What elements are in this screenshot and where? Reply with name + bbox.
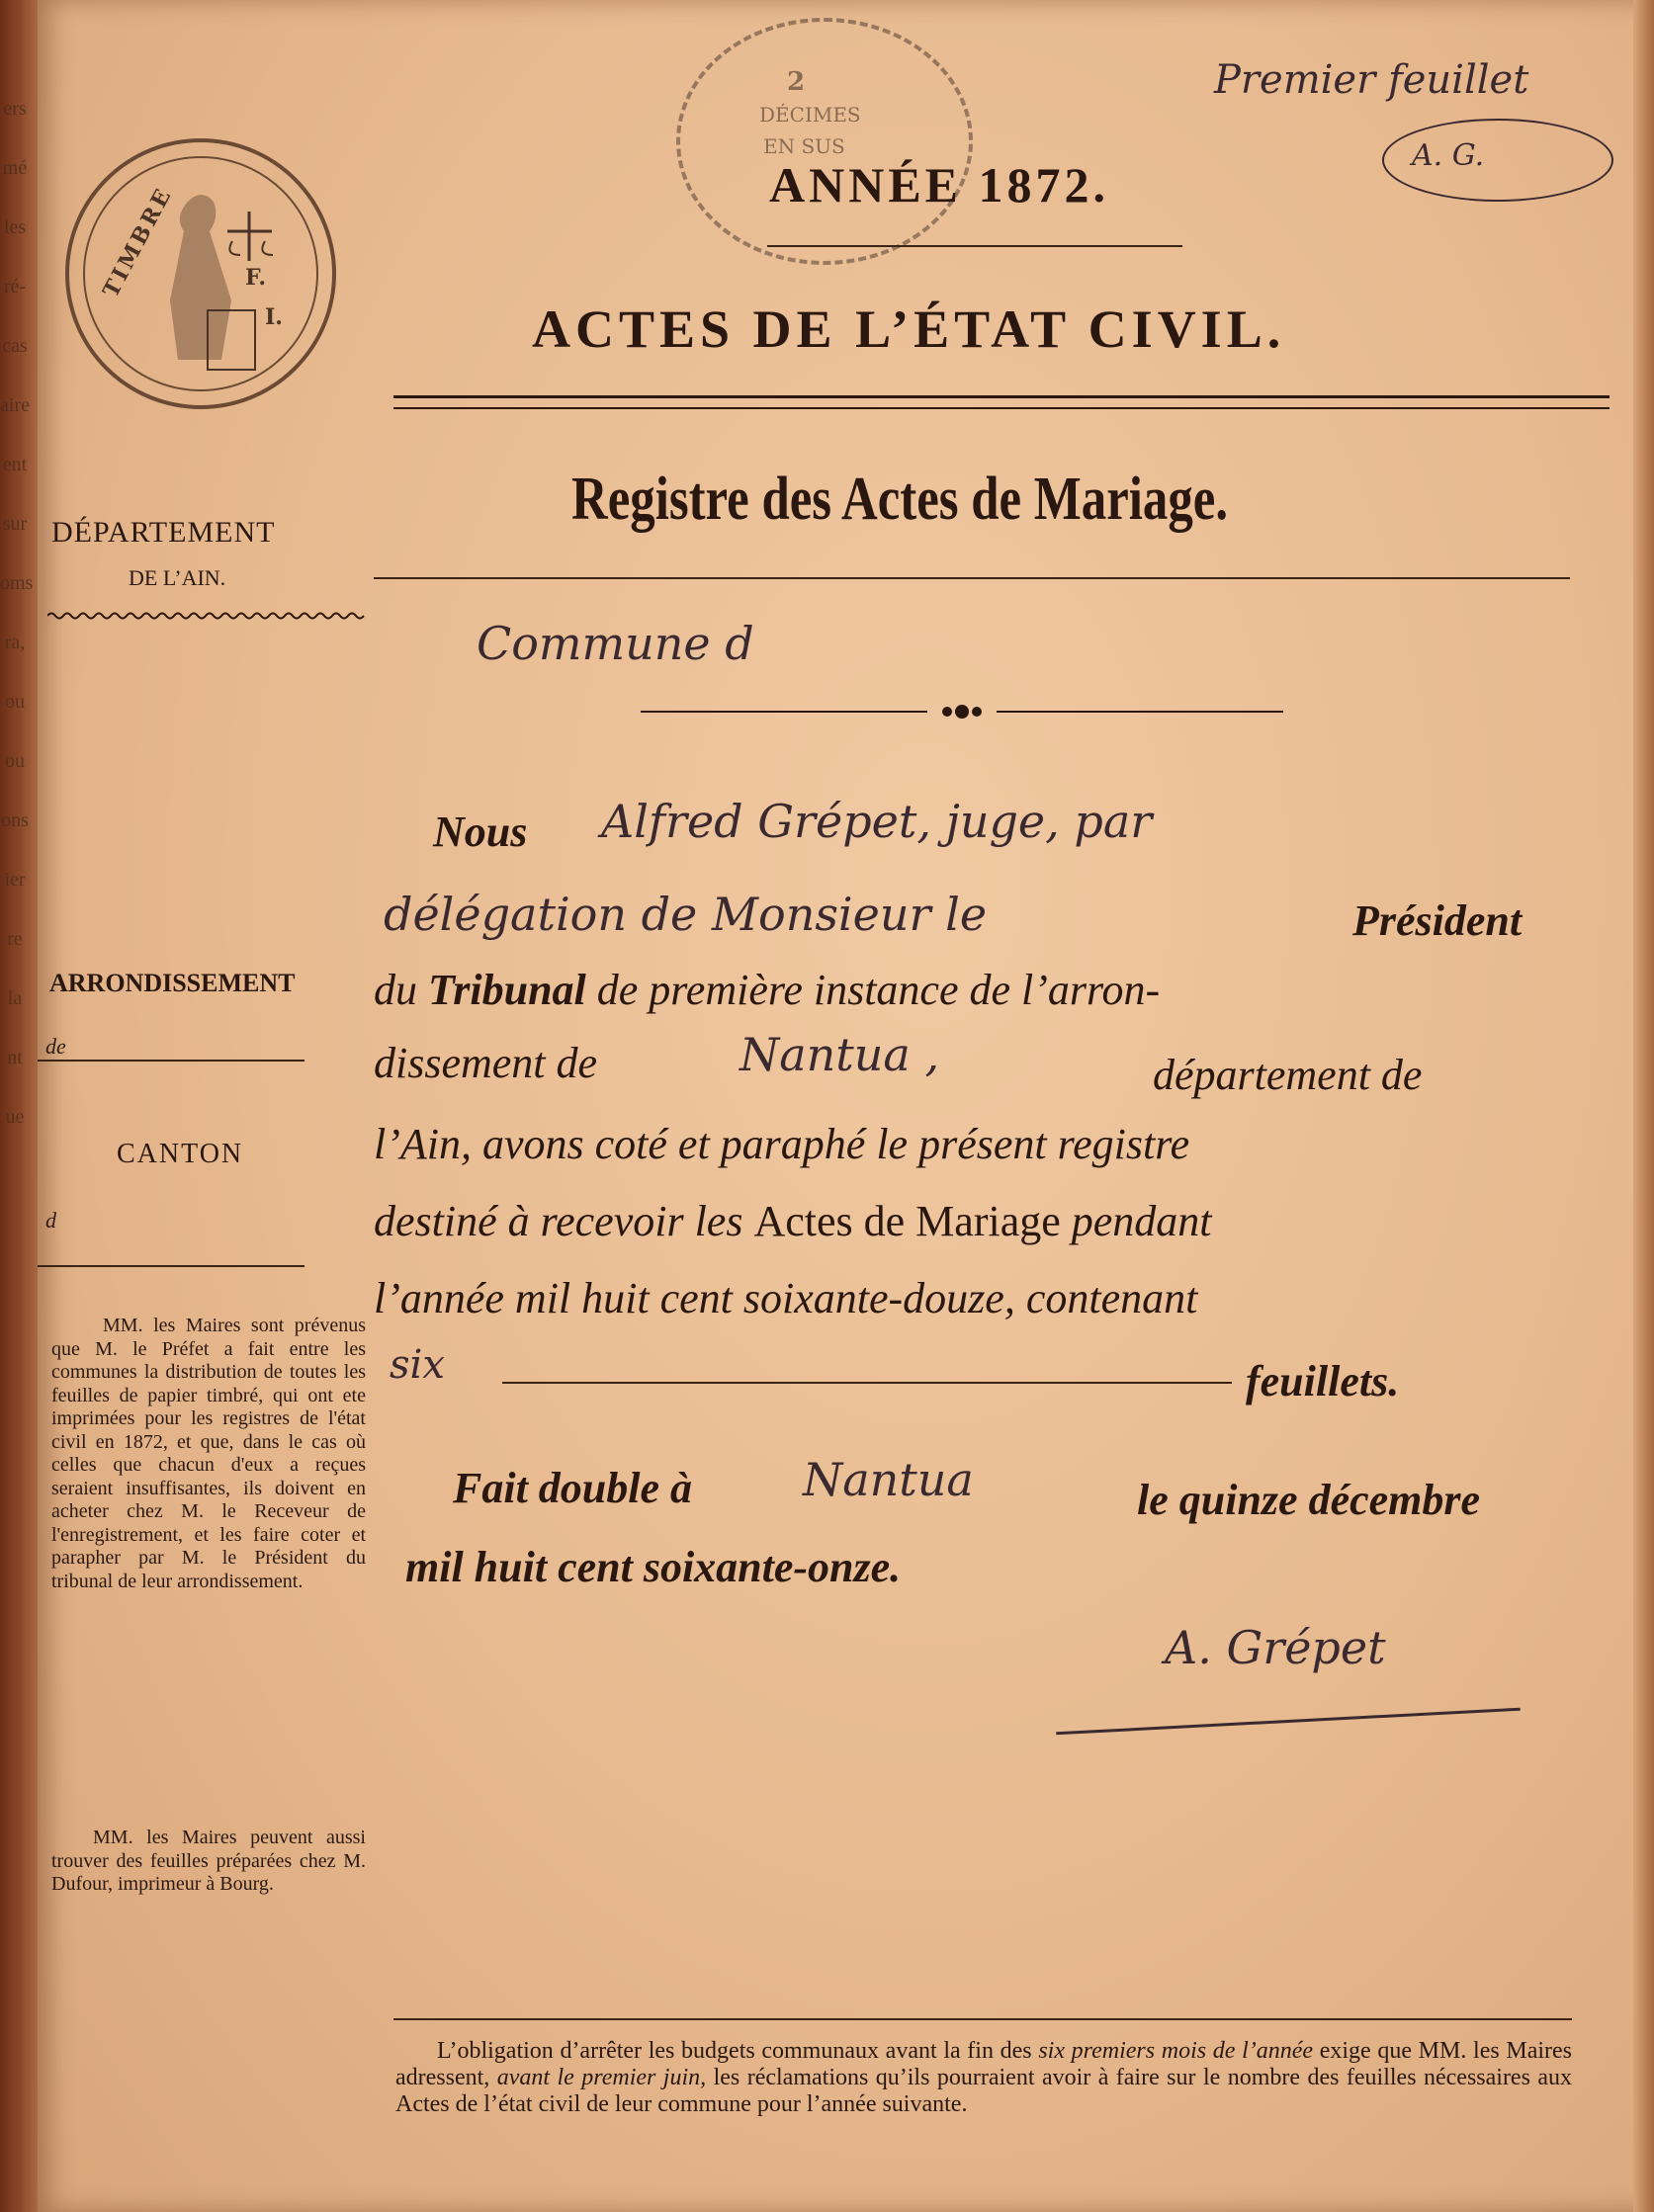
canton-label: CANTON	[117, 1139, 244, 1169]
handwritten-delegation: délégation de Monsieur le	[384, 888, 988, 941]
count-rule	[502, 1382, 1232, 1384]
wavy-divider	[47, 611, 366, 621]
du-word: du	[374, 966, 417, 1014]
commune-line: Commune d	[477, 617, 754, 670]
footer-part1: L’obligation d’arrêter les budgets communaux avant la fin des	[437, 2038, 1032, 2064]
postmark-en-sus: EN SUS	[763, 134, 845, 158]
canton-rule	[38, 1265, 305, 1267]
register-page	[38, 0, 1654, 2212]
feuillets-word: feuillets.	[1246, 1357, 1400, 1405]
stamp-letter-i: I.	[265, 304, 283, 330]
footer-part3: les réclamations qu’ils pourraient avoir à faire sur le nombre des feuilles nécessaires aux Actes de l’état civil de leur commune pour l’année suivante.	[395, 2065, 1573, 2117]
signature-underline	[1056, 1708, 1521, 1736]
registre-underline	[374, 577, 1570, 579]
ornament-divider	[641, 700, 1283, 723]
previous-page-fragment: re	[7, 928, 23, 950]
actes-title: ACTES DE L’ÉTAT CIVIL.	[532, 299, 1286, 359]
body-line-annee: l’année mil huit cent soixante-douze, contenant	[374, 1274, 1198, 1322]
canton-d: d	[45, 1208, 56, 1233]
pendant-text: pendant	[1071, 1197, 1212, 1245]
previous-page-fragment: mé	[2, 157, 28, 179]
fait-double-label: Fait double à	[453, 1464, 693, 1512]
arrondissement-label: ARRONDISSEMENT	[49, 969, 296, 997]
page-right-edge	[1633, 0, 1654, 2212]
previous-page-fragment: la	[7, 987, 23, 1009]
previous-page-edge	[0, 79, 34, 1957]
stamp-letter-f: F.	[245, 265, 267, 291]
body-line-dissement: dissement de	[374, 1039, 598, 1087]
handwritten-judge-name: Alfred Grépet, juge, par	[601, 795, 1153, 848]
postmark-decimes: DÉCIMES	[759, 103, 861, 127]
sidebar-note-dufour: MM. les Maires peuvent aussi trouver des feuilles préparées chez M. Dufour, imprimeur à Bourg.	[51, 1827, 366, 1895]
timbre-label: TIMBRE	[98, 182, 178, 302]
footer-part2: exige que MM. les Maires adressent,	[395, 2038, 1573, 2090]
tribunal-word: Tribunal	[428, 966, 586, 1014]
double-rule-top	[393, 395, 1610, 398]
body-line-ain: l’Ain, avons coté et paraphé le présent registre	[374, 1120, 1190, 1168]
destine-text: destiné à recevoir les	[374, 1197, 743, 1245]
arrondissement-de: de	[45, 1034, 66, 1059]
previous-page-fragment: ou	[5, 691, 25, 713]
previous-page-fragment: aire	[0, 394, 30, 416]
footer-italic1: six premiers mois de l’année	[1038, 2038, 1314, 2064]
previous-page-fragment: ons	[1, 809, 29, 831]
previous-page-fragment: oms	[0, 572, 34, 594]
year-underline	[767, 245, 1182, 247]
previous-page-fragment: ou	[5, 750, 25, 772]
body-line-destine	[374, 1196, 1212, 1246]
previous-page-fragment: ue	[5, 1106, 25, 1128]
actes-de-mariage-text: Actes de Mariage	[753, 1197, 1061, 1245]
previous-page-fragment: les	[3, 216, 27, 238]
handwritten-premier-feuillet: Premier feuillet	[1214, 57, 1529, 103]
handwritten-count: six	[390, 1342, 445, 1388]
arrondissement-rule	[38, 1060, 305, 1062]
previous-page-fragment: ent	[2, 454, 28, 475]
nous-label: Nous	[433, 808, 528, 856]
previous-page-fragment: ier	[4, 869, 26, 891]
double-rule-bottom	[393, 407, 1610, 409]
president-word: Président	[1352, 896, 1523, 945]
year-title: ANNÉE 1872.	[769, 157, 1110, 213]
premiere-instance-text: de première instance de l’arron-	[596, 966, 1161, 1014]
departement-label: DÉPARTEMENT	[51, 516, 276, 549]
handwritten-initials: A. G.	[1412, 138, 1485, 173]
footer-rule	[393, 2018, 1572, 2020]
footer-note	[395, 2038, 1572, 2118]
date-line-2: mil huit cent soixante-onze.	[405, 1543, 902, 1591]
body-line-tribunal	[374, 965, 1160, 1015]
sidebar-note-maires: MM. les Maires sont prévenus que M. le Préfet a fait entre les communes la distribution de toutes les feuilles de papier timbré, qui ont ete imprimées pour les registres de l'état civil en 1872, et que, dans le cas où celles que chacun d'eux a reçues seraient insuffisantes, ils doivent en acheter chez M. le Receveur de l'enregistrement, et les faire coter et parapher par M. le Président du tribunal de leur arrondissement.	[51, 1315, 366, 1592]
previous-page-fragment: sur	[2, 513, 28, 535]
body-line-departement: département de	[1153, 1051, 1423, 1099]
date-line-1: le quinze décembre	[1137, 1476, 1481, 1524]
footer-italic2: avant le premier juin,	[496, 2065, 707, 2090]
previous-page-fragment: nt	[7, 1047, 23, 1068]
previous-page-fragment: cas	[2, 335, 28, 357]
postmark-number: 2	[787, 67, 806, 97]
previous-page-fragment: ra,	[4, 632, 26, 653]
handwritten-place: Nantua	[803, 1453, 974, 1506]
departement-name: DE L’AIN.	[129, 565, 226, 590]
registre-title: Registre des Actes de Mariage.	[571, 466, 1229, 533]
handwritten-town: Nantua ,	[740, 1028, 940, 1081]
signature: A. Grépet	[1165, 1621, 1386, 1674]
previous-page-fragment: ers	[3, 98, 27, 120]
previous-page-fragment: ré-	[3, 276, 27, 298]
